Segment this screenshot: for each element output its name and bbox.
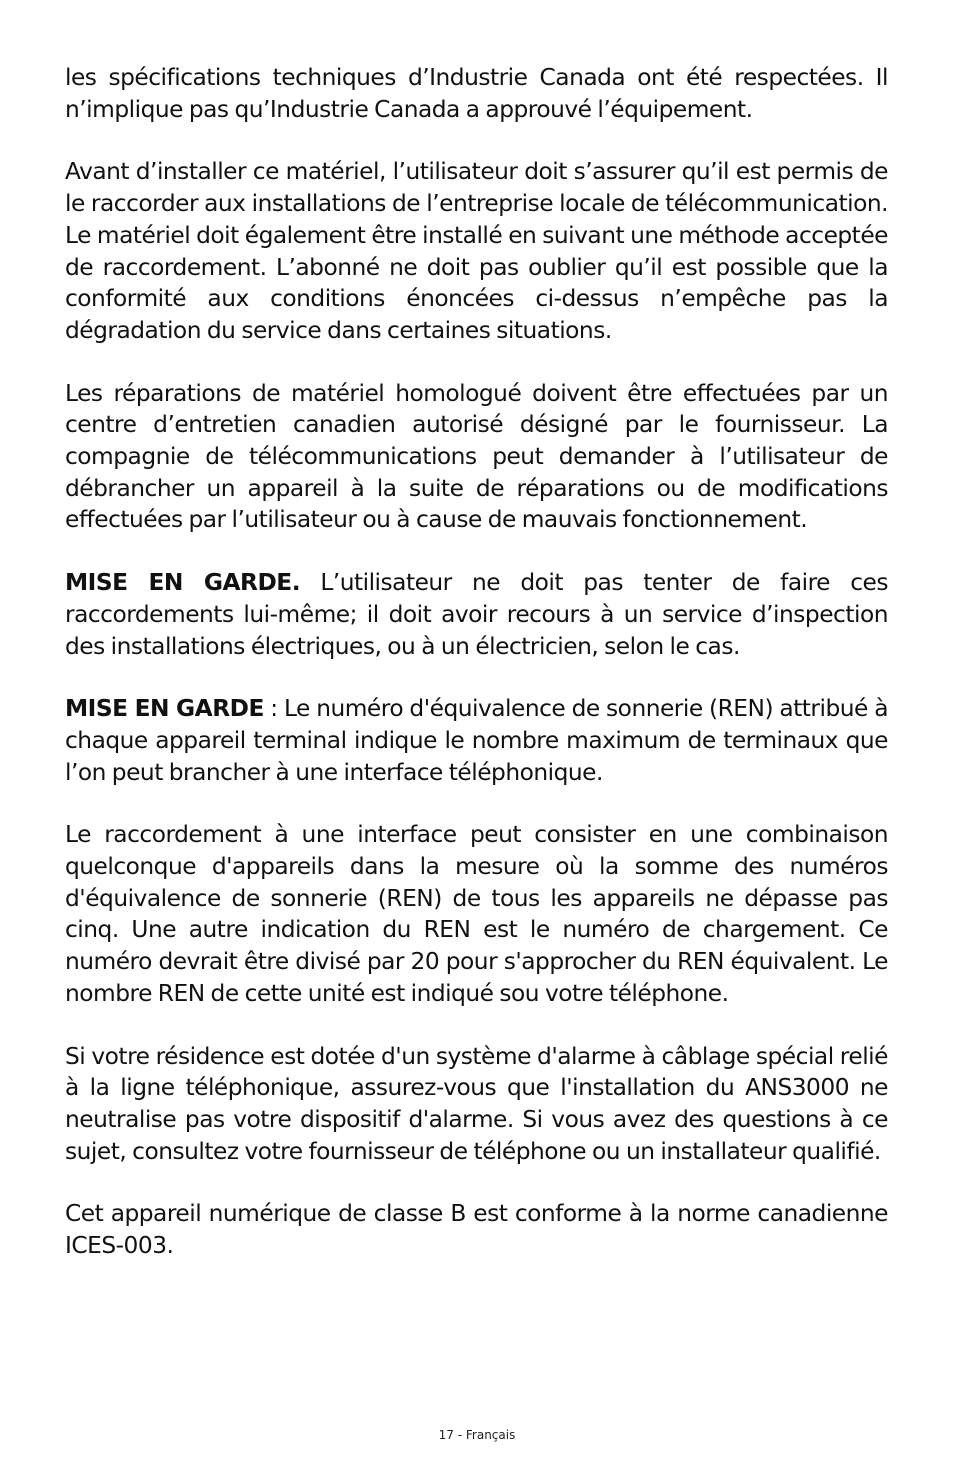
paragraph-text: Cet appareil numérique de classe B est conforme à la norme canadienne ICES-003. [65, 1200, 888, 1260]
paragraph-text: L’utilisateur ne doit pas tenter de faire ces raccordements lui-même; il doit avoir recours à un service d’inspection des installations électriques, ou à un électricien, selon le cas. [65, 569, 889, 660]
page-footer: 17 - Français [438, 1428, 516, 1442]
paragraph-text: Le raccordement à une interface peut consister en une combinaison quelconque d'appareils dans la mesure où la somme des numéros d'équivalence de sonnerie (REN) de tous les appareils ne dépasse pas cinq. Une autre indication du REN est le numéro de chargement. Ce numéro devrait être divisé par 20 pour s'approcher du REN équivalent. Le nombre REN de cette unité est indiqué sou votre téléphone. [65, 821, 888, 1007]
paragraph-ren-sum [65, 819, 888, 1009]
paragraph-ices-003 [65, 1198, 888, 1261]
warning-heading: MISE EN GARDE. [65, 569, 301, 597]
document-body [65, 62, 888, 1293]
paragraph-text: Si votre résidence est dotée d'un système d'alarme à câblage spécial relié à la ligne téléphonique, assurez-vous que l'installation du ANS3000 ne neutralise pas votre dispositif d'alarme. Si vous avez des questions à ce sujet, consultez votre fournisseur de téléphone ou un installateur qualifié. [65, 1042, 888, 1165]
paragraph-installation [65, 156, 888, 346]
paragraph-text: les spécifications techniques d’Industrie Canada ont été respectées. Il n’implique pas qu’Industrie Canada a approuvé l’équipement. [65, 64, 888, 123]
paragraph-alarm-system [65, 1041, 888, 1168]
warning-heading: MISE EN GARDE [65, 695, 264, 723]
paragraph-canada-compliance [65, 62, 888, 125]
paragraph-text: Les réparations de matériel homologué doivent être effectuées par un centre d’entretien canadien autorisé désigné par le fournisseur. La compagnie de télécommunications peut demander à l’utilisateur de débrancher un appareil à la suite de réparations ou de modifications effectuées par l’utilisateur ou à cause de mauvais fonctionnement. [65, 379, 888, 534]
paragraph-warning-connections [65, 567, 888, 662]
paragraph-text: Avant d’installer ce matériel, l’utilisateur doit s’assurer qu’il est permis de le raccorder aux installations de l’entreprise locale de télécommunication. Le matériel doit également être installé en suivant une méthode acceptée de raccordement. L’abonné ne doit pas oublier qu’il est possible que la conformité aux conditions énoncées ci-dessus n’empêche pas la dégradation du service dans certaines situations. [65, 158, 888, 344]
paragraph-text: : Le numéro d'équivalence de sonnerie (REN) attribué à chaque appareil terminal indique le nombre maximum de terminaux que l’on peut brancher à une interface téléphonique. [65, 695, 888, 786]
paragraph-repairs [65, 378, 888, 537]
paragraph-warning-ren [65, 693, 888, 788]
